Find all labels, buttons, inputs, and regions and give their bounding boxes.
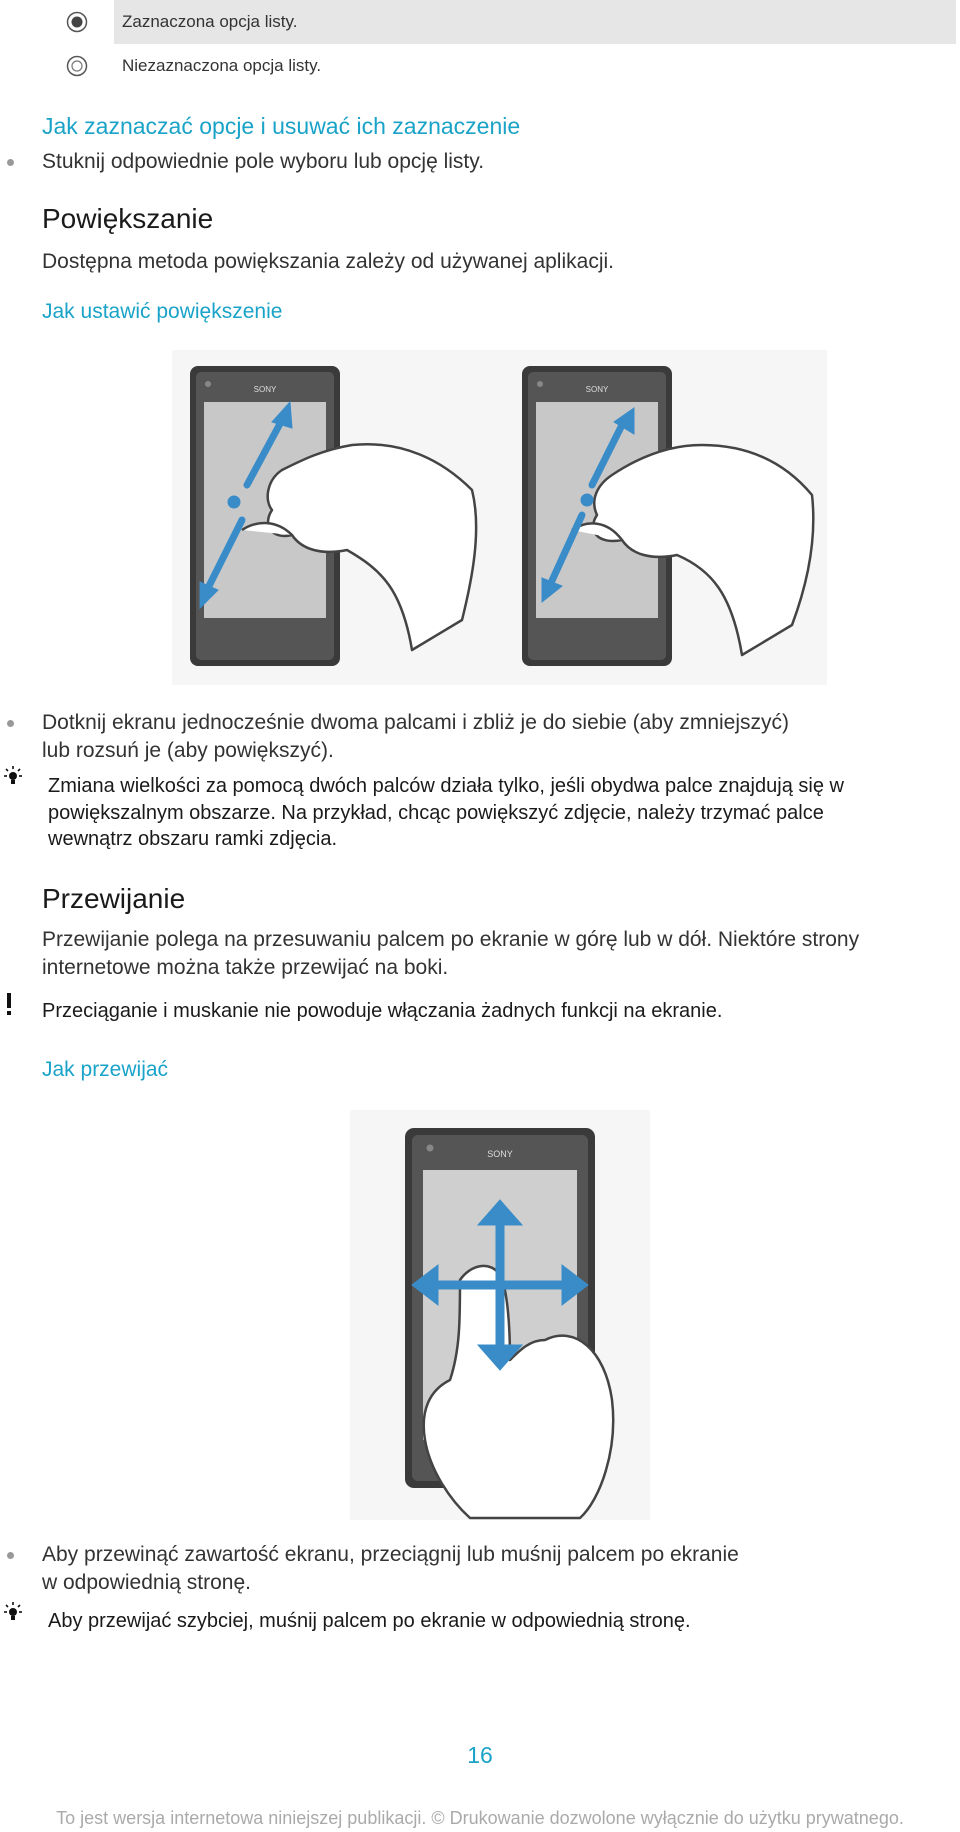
zoom-title: Powiększanie [42, 203, 214, 234]
bullet-dot [7, 720, 14, 727]
zoom-tip-line2: powiększalnym obszarze. Na przykład, chcąc powiększyć zdjęcie, należy trzymać palce [48, 802, 824, 824]
scroll-title: Przewijanie [42, 883, 186, 914]
footer-notice: To jest wersja internetowa niniejszej publikacji. © Drukowanie dozwolone wyłącznie do użytku prywatnego. [56, 1808, 904, 1828]
zoom-intro: Dostępna metoda powiększania zależy od używanej aplikacji. [42, 250, 614, 273]
zoom-bullet-line1: Dotknij ekranu jednocześnie dwoma palcami i zbliż je do siebie (aby zmniejszyć) [42, 711, 789, 734]
select-bullet-text: Stuknij odpowiednie pole wyboru lub opcję listy. [42, 150, 485, 173]
zoom-tip-line3: wewnątrz obszaru ramki zdjęcia. [48, 828, 337, 850]
lightbulb-tip-icon [0, 1600, 26, 1626]
select-heading: Jak zaznaczać opcje i usuwać ich zaznaczenie [42, 113, 521, 139]
page-number: 16 [467, 1742, 493, 1768]
scroll-subheading: Jak przewijać [42, 1058, 169, 1081]
svg-text:SONY: SONY [253, 385, 277, 394]
lightbulb-tip-icon [0, 764, 26, 790]
scroll-intro-line1: Przewijanie polega na przesuwaniu palcem po ekranie w górę lub w dół. Niektóre strony [42, 928, 860, 951]
selected-option-label: Zaznaczona opcja listy. [114, 0, 956, 44]
selected-option-row [42, 0, 956, 44]
svg-text:SONY: SONY [487, 1149, 513, 1159]
zoom-tip-line1: Zmiana wielkości za pomocą dwóch palców działa tylko, jeśli obydwa palce znajdują się w [48, 775, 844, 797]
unselected-option-row [42, 44, 956, 88]
zoom-bullet-line2: lub rozsuń je (aby powiększyć). [42, 739, 334, 762]
scroll-bullet-line2: w odpowiednią stronę. [42, 1571, 251, 1594]
scroll-bullet-line1: Aby przewinąć zawartość ekranu, przeciągnij lub muśnij palcem po ekranie [42, 1543, 739, 1566]
bullet-dot [7, 1552, 14, 1559]
scroll-intro-line2: internetowe można także przewijać na boki. [42, 956, 449, 979]
scroll-warning: Przeciąganie i muskanie nie powoduje włączania żadnych funkcji na ekranie. [42, 1000, 723, 1022]
radio-legend-table [42, 0, 956, 88]
radio-selected-icon [42, 0, 112, 44]
pinch-zoom-illustration [172, 350, 827, 685]
radio-unselected-icon [42, 44, 112, 88]
warning-exclamation-icon [4, 993, 14, 1017]
unselected-option-label: Niezaznaczona opcja listy. [122, 56, 322, 75]
bullet-dot [7, 159, 14, 166]
scroll-illustration [350, 1110, 650, 1520]
zoom-subheading: Jak ustawić powiększenie [42, 300, 283, 323]
scroll-tip: Aby przewijać szybciej, muśnij palcem po ekranie w odpowiednią stronę. [48, 1610, 691, 1632]
svg-text:SONY: SONY [585, 385, 609, 394]
